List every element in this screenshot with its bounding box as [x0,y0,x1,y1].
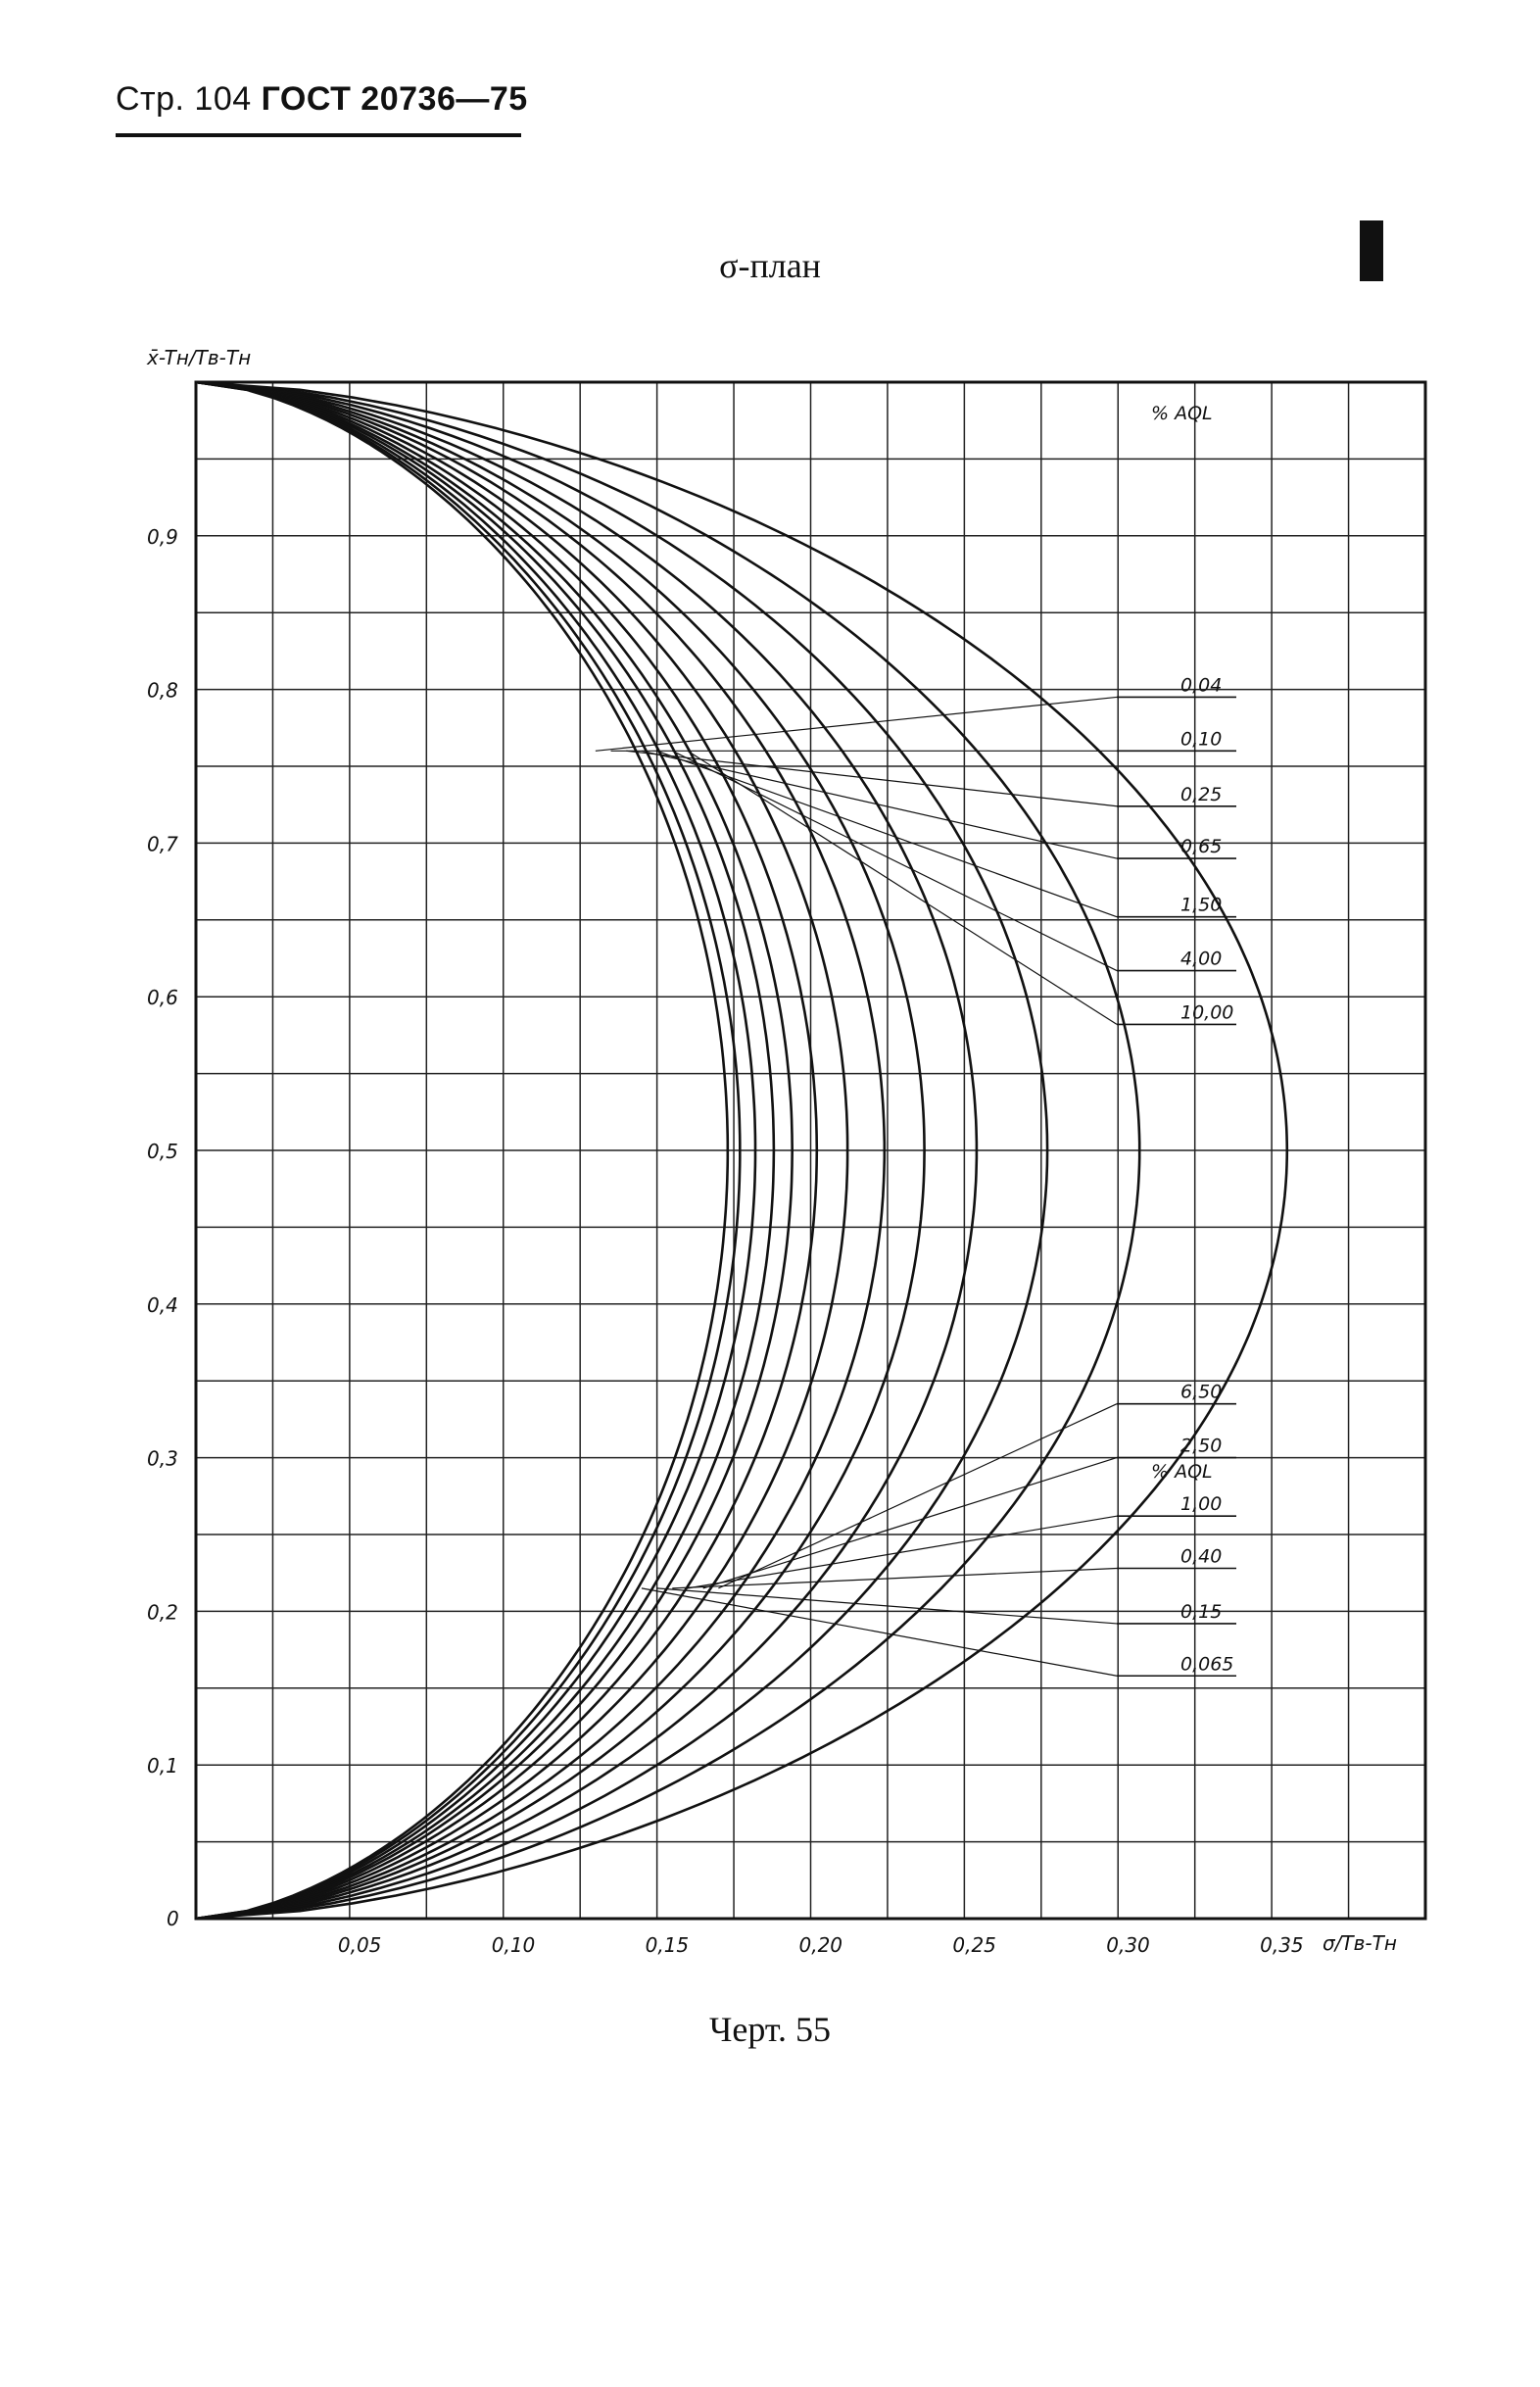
legend-label: 4,00 [1180,948,1223,970]
legend-label: 2,50 [1180,1435,1223,1457]
y-tick-label: 0,4 [147,1292,178,1317]
legend-label: 0,25 [1180,783,1223,805]
legend-label: 0,04 [1180,674,1223,697]
legend-label: 1,00 [1180,1493,1223,1516]
legend-label: 0,10 [1180,728,1223,751]
legend-label: 0,15 [1180,1600,1223,1623]
chart-title: σ-план [719,246,821,285]
legend-label: 0,65 [1180,836,1223,858]
x-tick-label: 0,35 [1260,1933,1304,1957]
legend-lower-header: % AQL [1151,1461,1213,1483]
legend-label: 6,50 [1180,1381,1223,1403]
legend-leader-line [703,1458,1117,1588]
y-tick-label: 0,3 [147,1446,178,1471]
legend-label: 0,40 [1180,1545,1223,1568]
y-tick-label: 0,2 [147,1600,178,1625]
y-tick-label: 0,1 [147,1754,178,1778]
y-tick-label: 0,7 [147,832,178,856]
x-tick-label: 0,25 [952,1933,996,1957]
x-tick-label: 0,05 [337,1933,382,1957]
standard-number: ГОСТ 20736—75 [261,80,528,118]
legend-leader-line [718,1404,1117,1588]
y-tick-label: 0,9 [147,524,178,549]
x-tick-label: 0,20 [798,1933,843,1957]
legend-upper-header: % AQL [1151,403,1213,424]
y-tick-label: 0,6 [147,986,178,1010]
legend-leader-line [642,1588,1117,1676]
x-tick-label: 0 [167,1907,179,1930]
legend-label: 10,00 [1180,1001,1234,1024]
y-tick-label: 0,8 [147,678,178,703]
x-axis-label: σ/Tв-Tн [1323,1931,1397,1955]
legend-label: 1,50 [1180,894,1223,916]
page-number: Стр. 104 [116,80,252,118]
y-tick-label: 0,5 [147,1140,178,1163]
x-tick-label: 0,30 [1106,1933,1150,1957]
x-tick-label: 0,10 [491,1933,536,1957]
legend-label: 0,065 [1180,1653,1234,1676]
x-tick-label: 0,15 [645,1933,690,1957]
y-axis-label: x̄-Tн/Tв-Tн [147,346,252,369]
figure-caption: Черт. 55 [709,2010,831,2049]
